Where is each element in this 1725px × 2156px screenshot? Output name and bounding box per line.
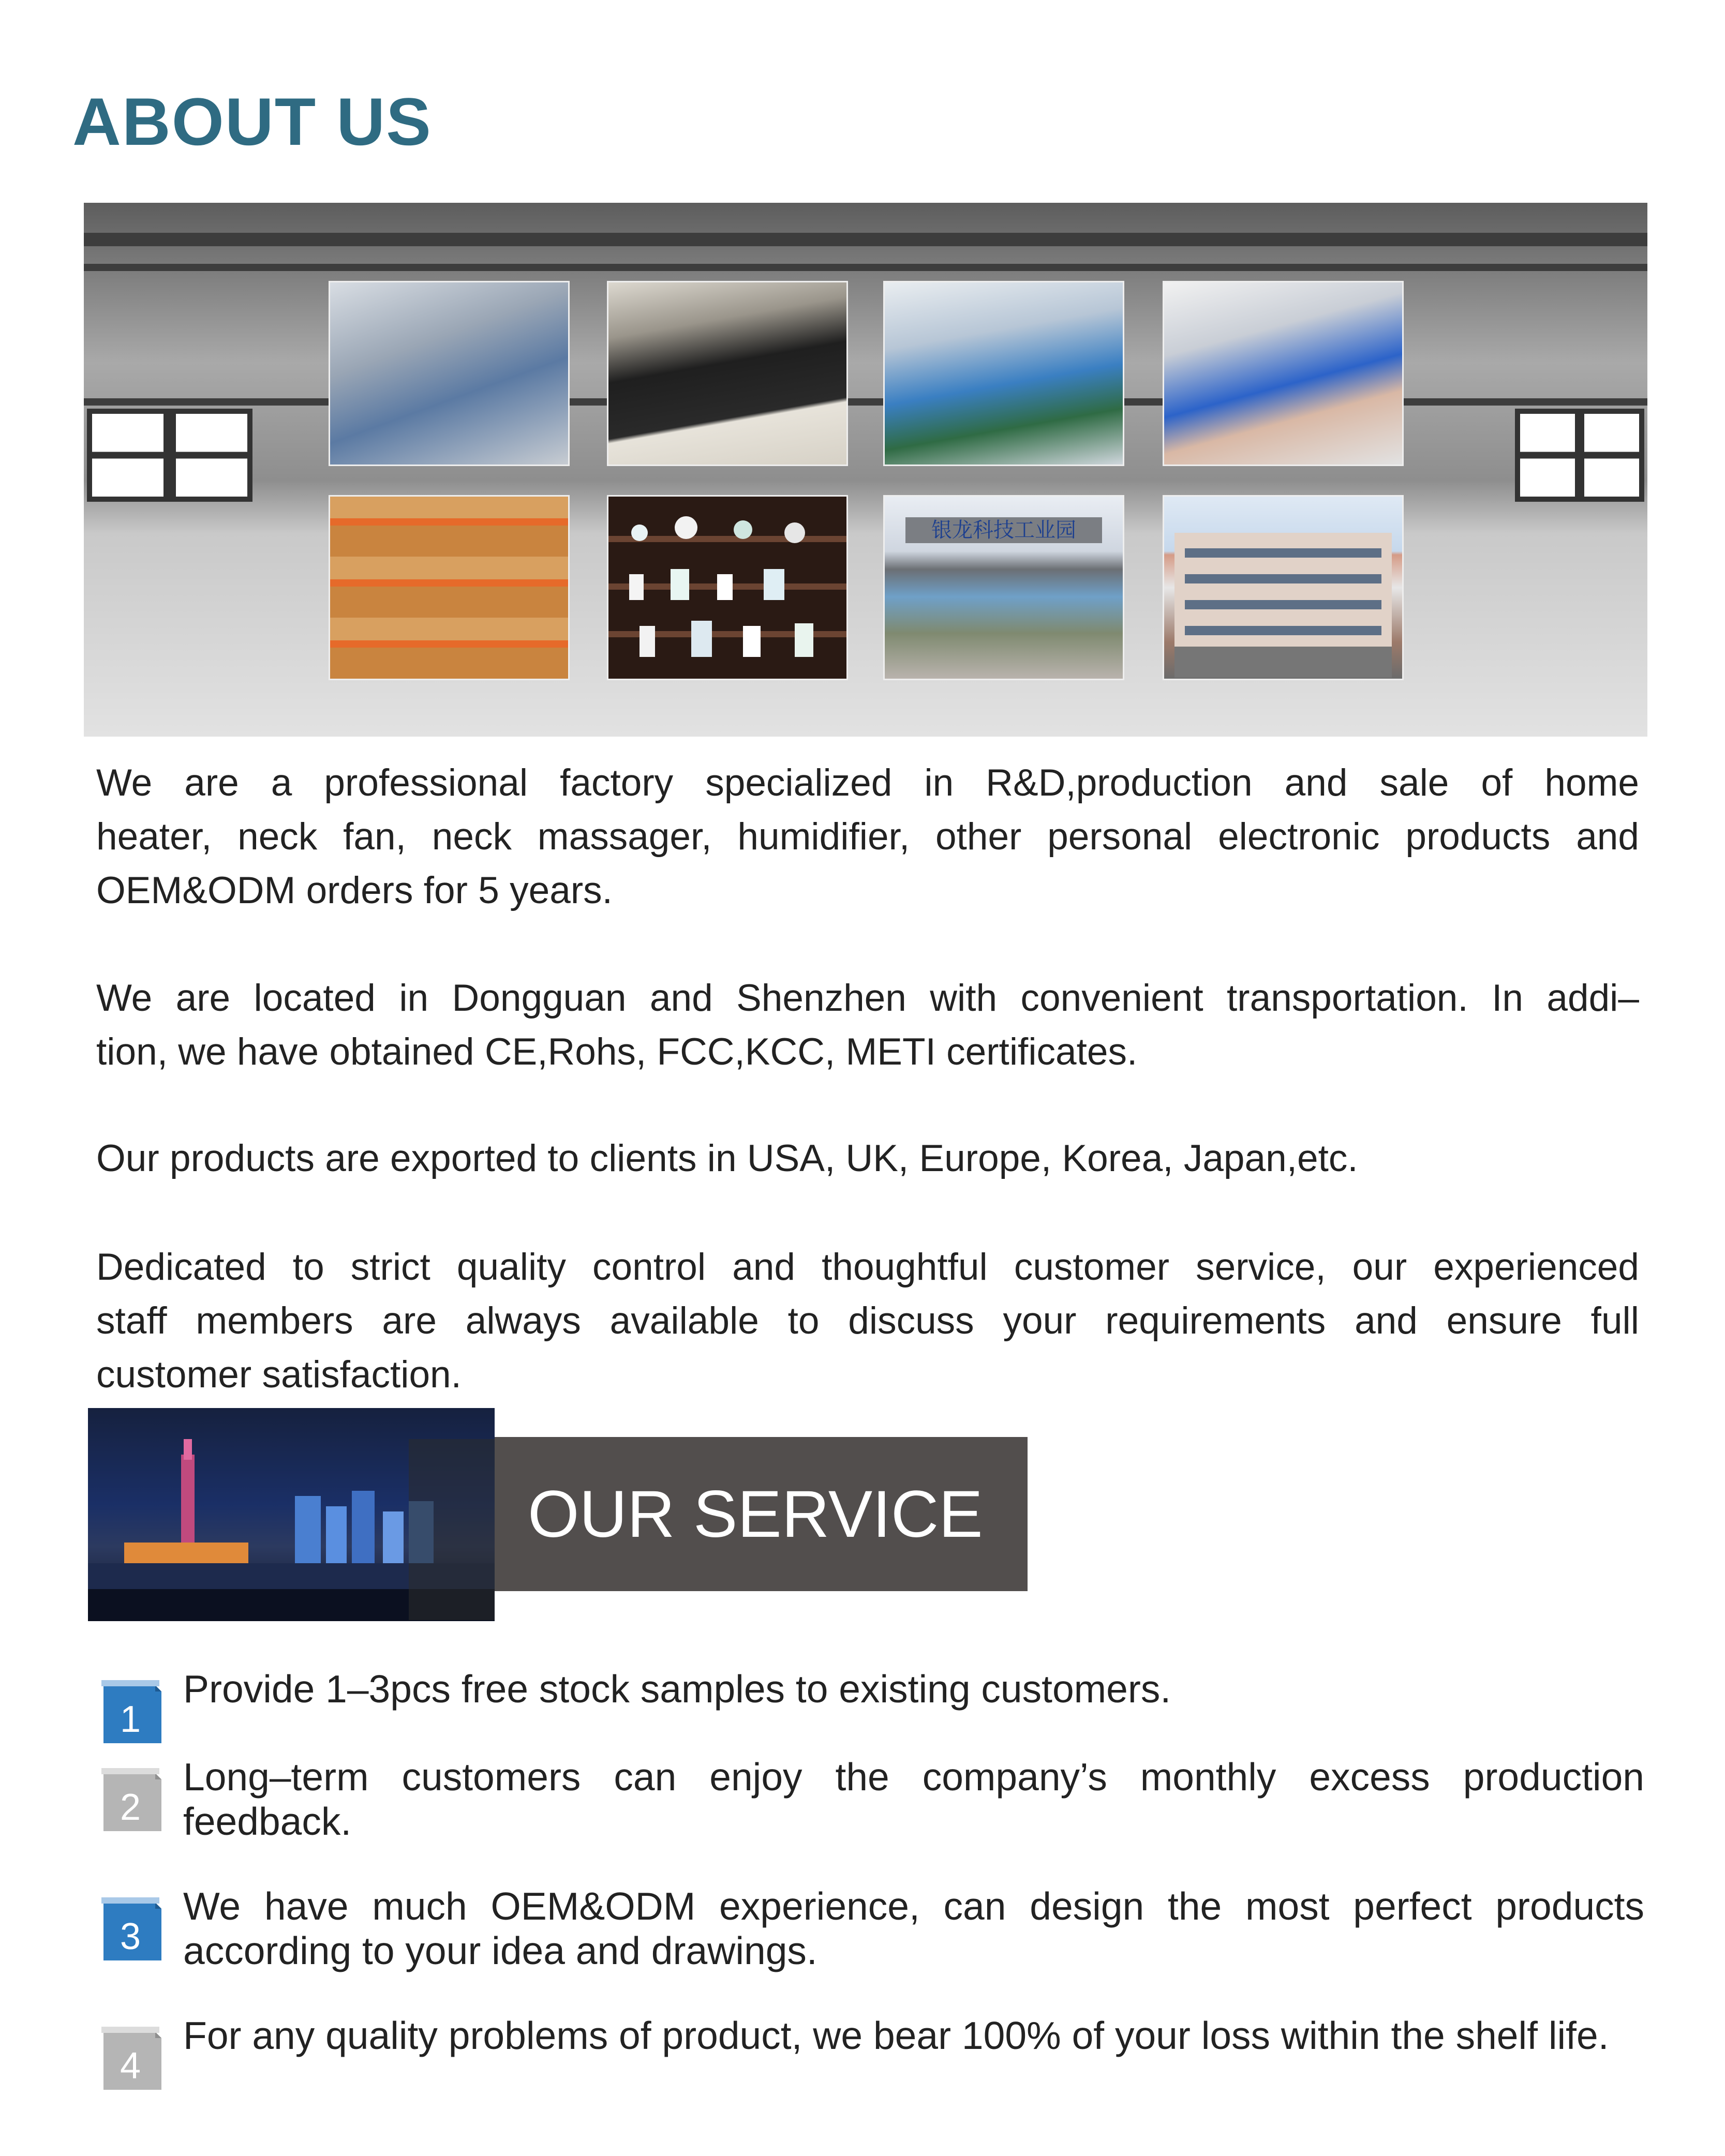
factory-window: [1515, 409, 1644, 502]
photo-production-line: [608, 282, 846, 465]
product-display-shelves: [608, 497, 846, 679]
number-badge-icon: [99, 1678, 166, 1744]
service-item: [96, 2013, 1648, 2117]
factory-window: [87, 409, 252, 502]
service-item: [96, 1884, 1648, 1987]
service-item: [96, 1667, 1648, 1740]
service-text: Provide 1–3pcs free stock samples to existing customers.: [183, 1667, 1171, 1711]
service-text: We have much OEM&ODM experience, can design the most perfect products according to your idea and drawings.: [183, 1884, 1644, 1972]
svg-text:4: 4: [120, 2045, 141, 2087]
photo-factory-building: [1164, 497, 1402, 679]
service-heading: OUR SERVICE: [495, 1437, 1028, 1591]
number-badge-icon: [99, 1895, 166, 1962]
photo-product-showroom: [608, 497, 846, 679]
svg-text:3: 3: [120, 1916, 141, 1957]
photo-assembly-workers: [330, 282, 568, 465]
photo-assembly-line: [885, 282, 1123, 465]
city-skyline: [88, 1408, 495, 1621]
service-text: Long–term customers can enjoy the company’s monthly excess production feedback.: [183, 1755, 1644, 1843]
gate-sign: 银龙科技工业园: [905, 517, 1102, 543]
photo-warehouse-shelves: [330, 497, 568, 679]
page-title: ABOUT US: [72, 84, 432, 159]
factory-banner-image: [84, 203, 1647, 737]
number-badge-icon: [99, 2025, 166, 2091]
photo-packing-workers: [1164, 282, 1402, 465]
export-paragraph: Our products are exported to clients in USA, UK, Europe, Korea, Japan,etc.: [96, 1137, 1358, 1179]
service-text: For any quality problems of product, we bear 100% of your loss within the shelf life.: [183, 2014, 1609, 2057]
svg-text:2: 2: [120, 1787, 141, 1828]
location-paragraph: We are located in Dongguan and Shenzhen with convenient transportation. In addi– tion, we have obtained CE,Rohs, FCC,KCC, METI certificates.: [96, 977, 1639, 1073]
ceiling-beam: [84, 264, 1647, 271]
wall-ledge: [84, 398, 1647, 406]
photo-industrial-park-gate: [885, 497, 1123, 679]
service-item: [96, 1755, 1648, 1858]
number-badge-icon: [99, 1766, 166, 1832]
quality-paragraph: Dedicated to strict quality control and thoughtful customer service, our experienced staff members are always available to discuss your requirements and ensure full customer satisfaction.: [96, 1246, 1639, 1396]
ceiling-beam: [84, 233, 1647, 246]
factory-building-windows: [1164, 497, 1402, 679]
intro-paragraph: We are a professional factory specialized in R&D,production and sale of home heater, neck fan, neck massager, humidifier, other personal electronic products and OEM&ODM orders for 5 years.: [96, 762, 1639, 911]
city-night-photo: [88, 1408, 495, 1621]
svg-text:1: 1: [120, 1699, 141, 1740]
